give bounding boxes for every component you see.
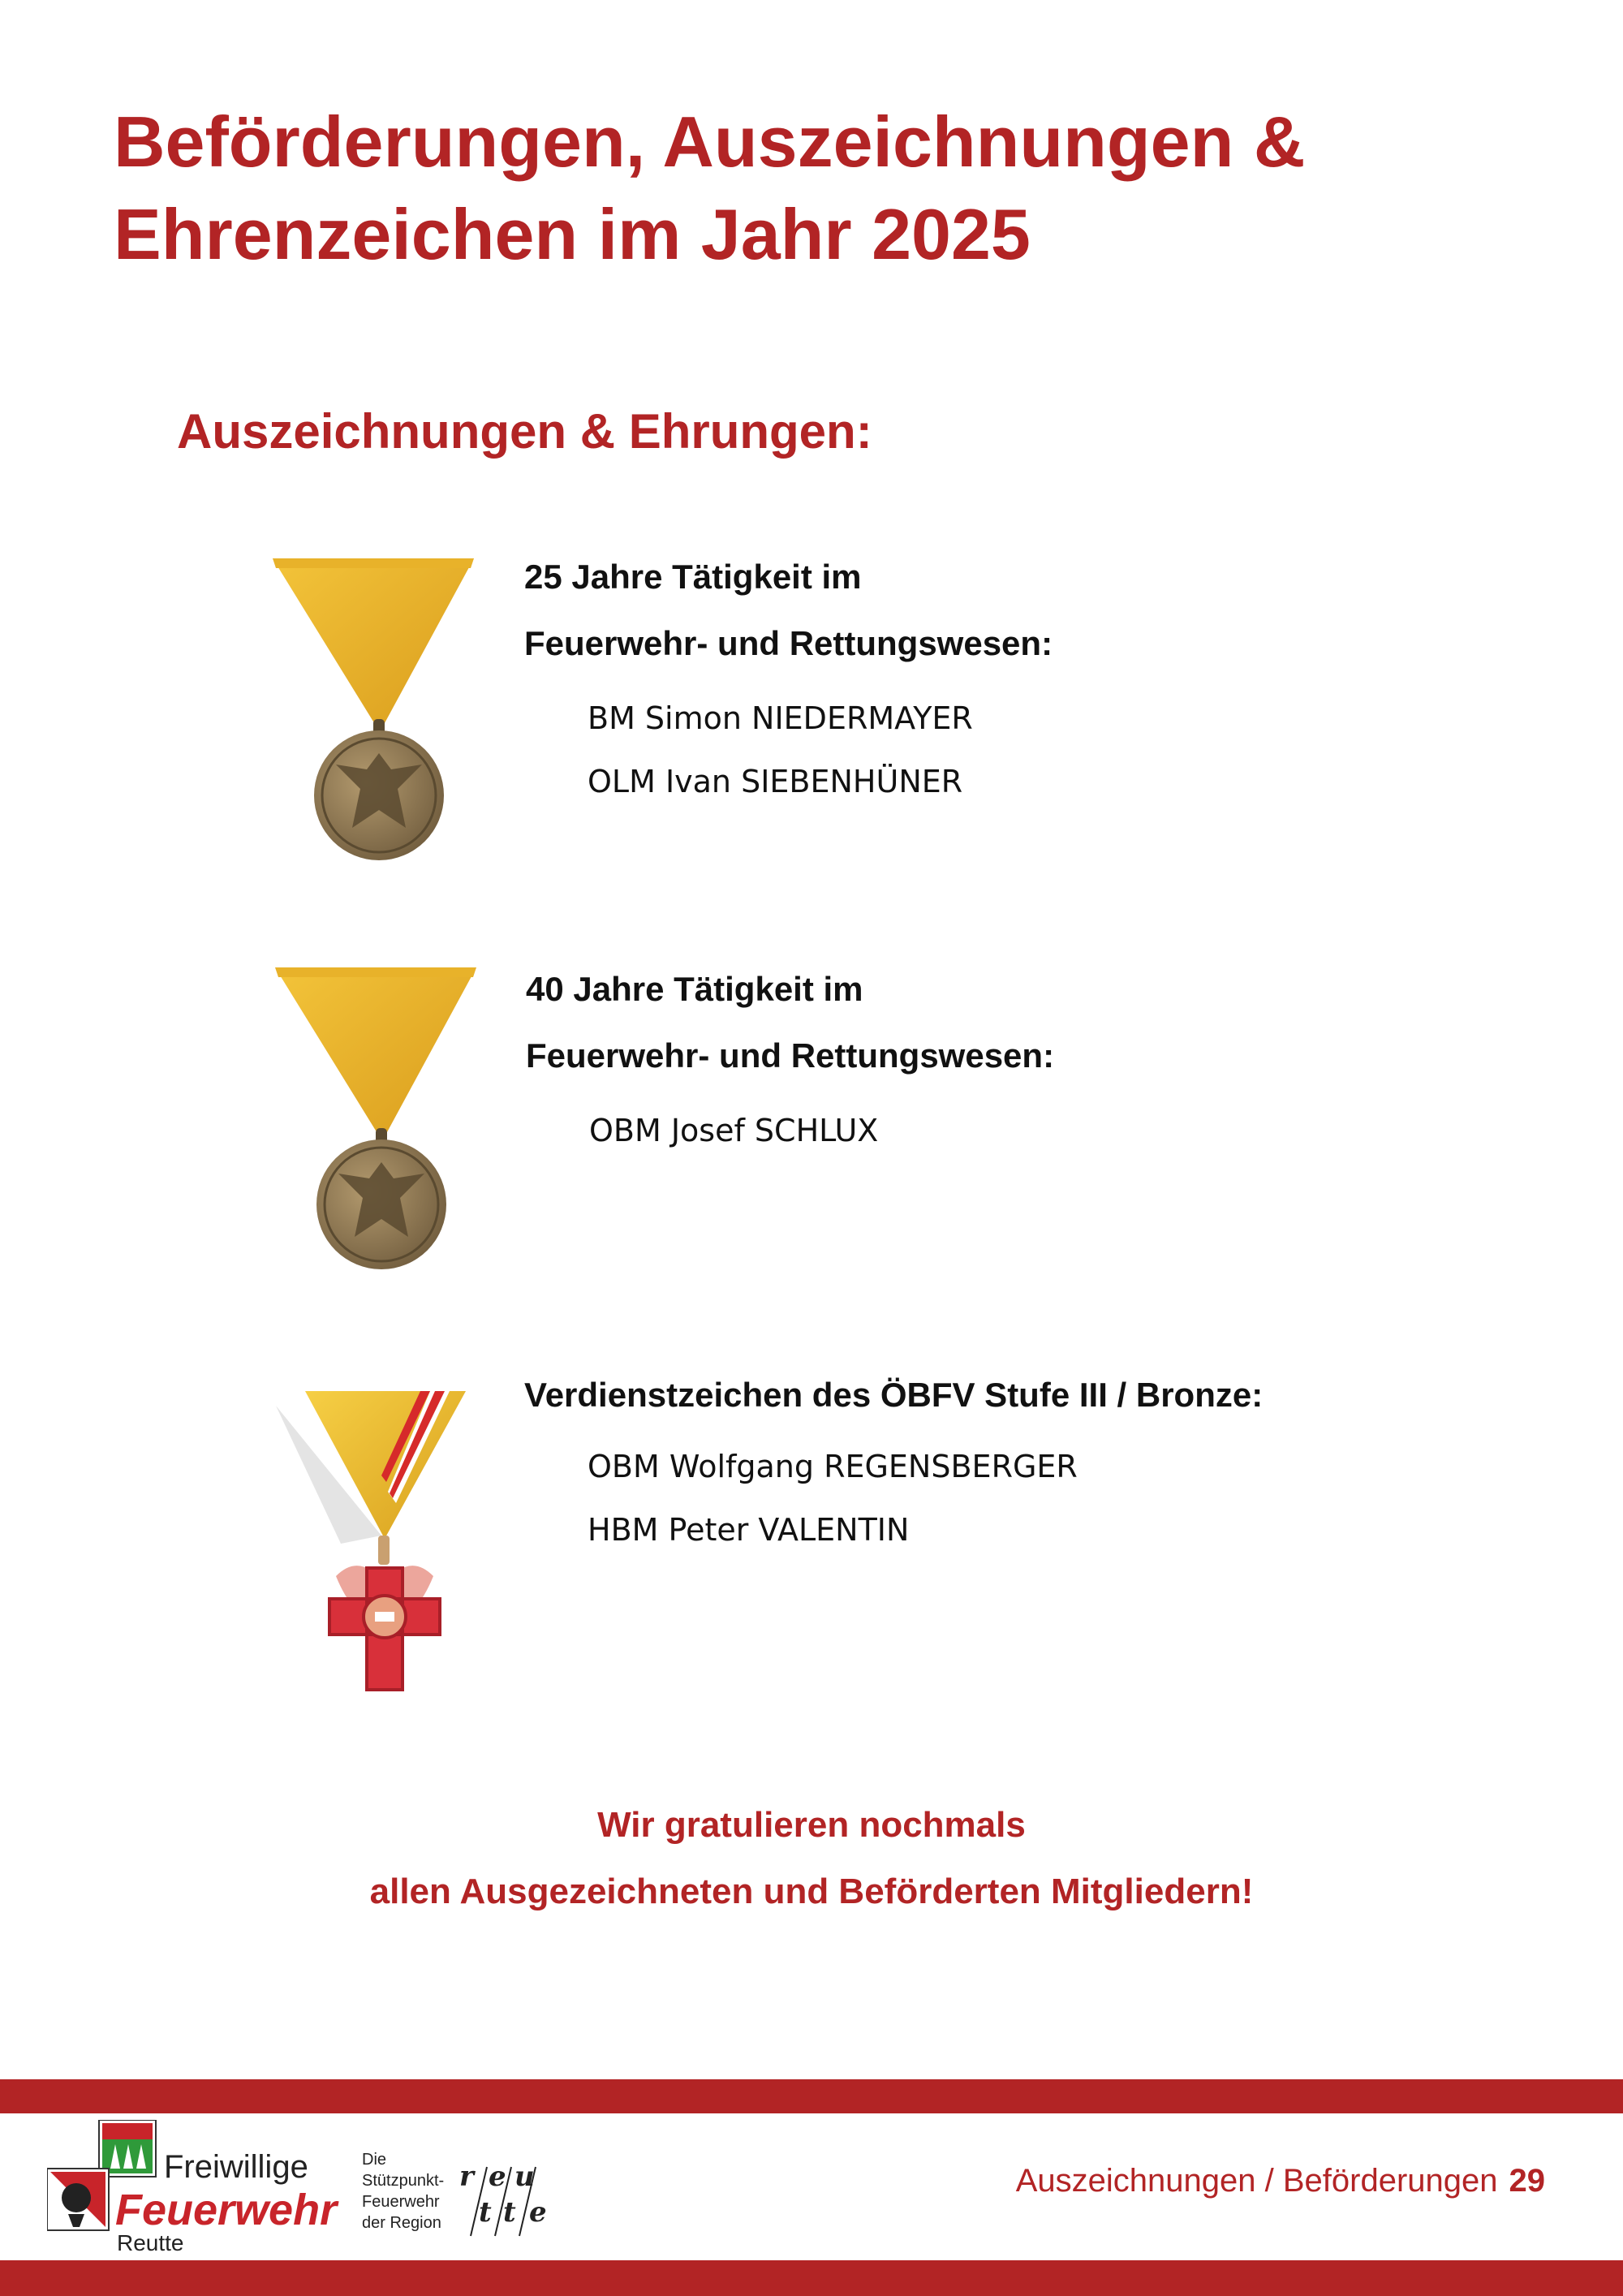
footer-bar-bottom [0, 2260, 1623, 2296]
wordmark-letter: t [503, 2196, 516, 2229]
logo-word-reutte: Reutte [117, 2230, 184, 2255]
recipient-list [588, 1435, 1078, 1562]
footer-bar-top [0, 2079, 1623, 2113]
congrats-line-2: allen Ausgezeichneten und Beförderten Mitgliedern! [369, 1872, 1254, 1911]
wordmark-letter: r [459, 2160, 474, 2193]
recipient-name: BM Simon NIEDERMAYER [588, 700, 973, 736]
fire-brigade-logo [47, 2120, 339, 2254]
tagline-line: der Region [362, 2214, 441, 2232]
title-line-2: Ehrenzeichen im Jahr 2025 [114, 194, 1031, 274]
recipient-name: OLM Ivan SIEBENHÜNER [588, 764, 963, 799]
red-cross-merit-medal-icon [268, 1381, 479, 1706]
wordmark-letter: t [479, 2196, 492, 2229]
award-heading-line-2: Feuerwehr- und Rettungswesen: [524, 624, 1053, 662]
logo-word-feuerwehr: Feuerwehr [115, 2186, 338, 2234]
award-heading-line-1: Verdienstzeichen des ÖBFV Stufe III / Bronze: [524, 1376, 1264, 1414]
award-heading [524, 1362, 1579, 1428]
award-heading-line-2: Feuerwehr- und Rettungswesen: [526, 1036, 1055, 1075]
recipient-list [588, 687, 973, 813]
wordmark-letter: e [529, 2196, 547, 2229]
tagline-line: Feuerwehr [362, 2193, 440, 2211]
award-heading [524, 544, 1579, 677]
footer-section: Auszeichnungen / Beförderungen [1015, 2163, 1498, 2199]
tagline-line: Die [362, 2151, 387, 2169]
bronze-eagle-medal-icon [270, 961, 481, 1277]
tagline [362, 2149, 444, 2234]
congratulations-message [0, 1792, 1623, 1925]
award-heading-line-1: 40 Jahre Tätigkeit im [526, 970, 863, 1008]
recipient-name: OBM Wolfgang REGENSBERGER [588, 1449, 1078, 1484]
award-heading-line-1: 25 Jahre Tätigkeit im [524, 558, 862, 596]
reutte-wordmark [454, 2159, 552, 2240]
wordmark-letter: u [514, 2160, 535, 2193]
recipient-name: HBM Peter VALENTIN [588, 1512, 910, 1548]
congrats-line-1: Wir gratulieren nochmals [597, 1805, 1026, 1845]
page-title [114, 96, 1591, 281]
bronze-eagle-medal-icon [268, 552, 479, 868]
award-heading [526, 956, 1581, 1089]
section-subtitle: Auszeichnungen & Ehrungen: [177, 404, 872, 459]
tagline-line: Stützpunkt- [362, 2172, 445, 2190]
footer-section-label [1016, 2163, 1545, 2199]
title-line-1: Beförderungen, Auszeichnungen & [114, 101, 1306, 182]
logo-word-freiwillige: Freiwillige [164, 2149, 308, 2185]
recipient-list [589, 1099, 878, 1162]
page-number: 29 [1509, 2163, 1545, 2199]
recipient-name: OBM Josef SCHLUX [589, 1113, 879, 1148]
wordmark-letter: e [489, 2160, 506, 2193]
